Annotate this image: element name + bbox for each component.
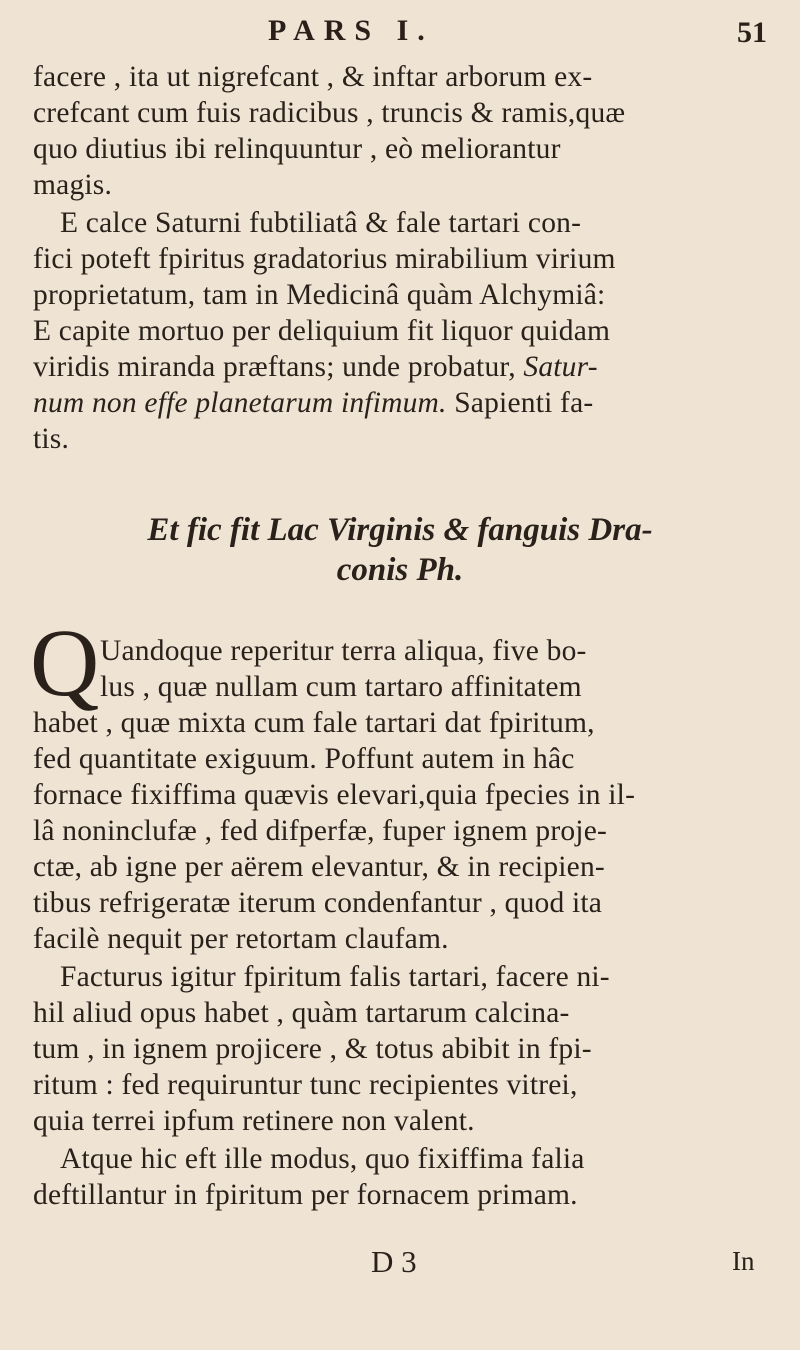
- text-line: Uandoque reperitur terra aliqua, five bo-: [100, 635, 587, 667]
- text-line: [33, 386, 593, 420]
- text-line: hil aliud opus habet , quàm tartarum calcina-: [33, 997, 570, 1029]
- text-line: facilè nequit per retortam claufam.: [33, 923, 449, 955]
- page-footer: [0, 1244, 800, 1284]
- text-line: Facturus igitur fpiritum falis tartari, facere ni-: [60, 961, 610, 993]
- text-line: habet , quæ mixta cum fale tartari dat fpiritum,: [33, 707, 595, 739]
- text-line: lâ noninclufæ , fed difperfæ, fuper ignem proje-: [33, 815, 608, 847]
- text-line: ritum : fed requiruntur tunc recipientes vitrei,: [33, 1069, 578, 1101]
- text-line: Atque hic eft ille modus, quo fixiffima falia: [60, 1143, 585, 1175]
- text-line: E capite mortuo per deliquium fit liquor quidam: [33, 315, 611, 347]
- text-line: magis.: [33, 169, 113, 201]
- text-line: E calce Saturni fubtiliatâ & fale tartari con-: [60, 207, 582, 239]
- catchword: In: [732, 1246, 755, 1276]
- text-line: tis.: [33, 423, 70, 455]
- text-plain: Sapienti fa-: [446, 387, 594, 419]
- text-line: crefcant cum fuis radicibus , truncis & ramis,quæ: [33, 97, 626, 129]
- page-number: 51: [737, 16, 767, 49]
- text-line: fornace fixiffima quævis elevari,quia fpecies in il-: [33, 779, 636, 811]
- page-header: [0, 14, 800, 54]
- text-line: deftillantur in fpiritum per fornacem primam.: [33, 1179, 578, 1211]
- section-heading-continued: conis Ph.: [336, 552, 464, 588]
- text-line: fici poteft fpiritus gradatorius mirabilium virium: [33, 243, 616, 275]
- running-head: PARS I.: [268, 14, 434, 47]
- text-line: quia terrei ipfum retinere non valent.: [33, 1105, 475, 1137]
- text-line: proprietatum, tam in Medicinâ quàm Alchymiâ:: [33, 279, 606, 311]
- text-line: lus , quæ nullam cum tartaro affinitatem: [100, 671, 582, 703]
- text-line: fed quantitate exiguum. Poffunt autem in hâc: [33, 743, 575, 775]
- text-line: [33, 350, 598, 384]
- text-line: quo diutius ibi relinquuntur , eò meliorantur: [33, 133, 561, 165]
- text-line: ctæ, ab igne per aërem elevantur, & in recipien-: [33, 851, 605, 883]
- text-italic: num non effe planetarum infimum.: [33, 387, 447, 419]
- drop-cap: Q: [30, 609, 100, 716]
- section-heading: Et fic fit Lac Virginis & fanguis Dra-: [147, 512, 653, 548]
- text-line: tibus refrigeratæ iterum condenfantur , quod ita: [33, 887, 603, 919]
- signature-mark: D 3: [371, 1244, 417, 1279]
- text-plain: viridis miranda præftans; unde probatur,: [33, 351, 524, 383]
- text-italic: Satur-: [523, 351, 598, 383]
- text-line: facere , ita ut nigrefcant , & inftar arborum ex-: [33, 61, 593, 93]
- text-line: tum , in ignem projicere , & totus abibit in fpi-: [33, 1033, 592, 1065]
